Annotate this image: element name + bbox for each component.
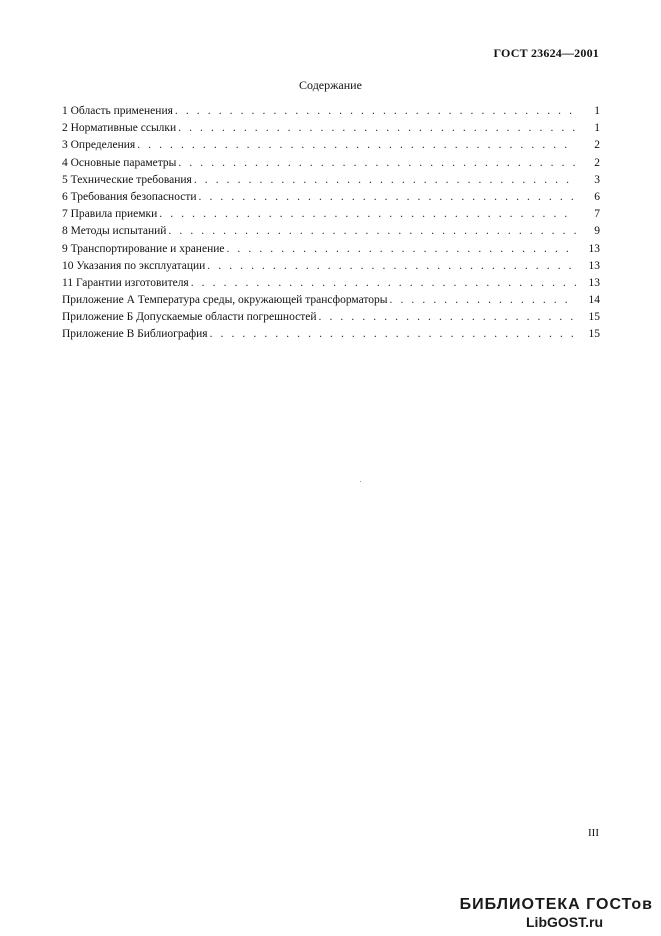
toc-item-label: 11 Гарантии изготовителя [62,276,189,289]
toc-item[interactable] [62,258,600,275]
watermark-site-link[interactable]: LibGOST.ru [526,914,603,930]
toc-item-page: 14 [588,294,600,307]
toc-item-page: 13 [588,259,600,272]
toc-title: Содержание [299,78,362,92]
toc-leader-dots [159,206,576,223]
toc-item[interactable] [62,103,600,120]
watermark[interactable] [460,896,653,930]
toc-leader-dots [175,103,576,120]
toc-item-page: 1 [594,105,600,117]
toc-item-page: 1 [594,122,600,135]
toc-item-label: Приложение Б Допускаемые области погрешностей [62,311,317,324]
toc-item-label: 5 Технические требования [62,173,192,186]
toc-item[interactable] [62,172,600,189]
toc-item-page: 15 [588,328,600,341]
toc-item-label: 8 Методы испытаний [62,225,167,238]
toc-item-label: Приложение А Температура среды, окружающей трансформаторы [62,294,388,307]
toc-item-label: 2 Нормативные ссылки [62,122,177,135]
toc-item-label: 6 Требования безопасности [62,190,197,203]
toc-leader-dots [390,292,576,309]
toc-item[interactable] [62,275,600,292]
toc-item[interactable] [62,223,600,240]
toc-leader-dots [210,326,576,343]
toc-item-label: 10 Указания по эксплуатации [62,259,206,272]
toc-item-page: 2 [594,156,600,169]
toc-leader-dots [178,120,576,137]
scan-speck [360,481,361,482]
toc-item-page: 3 [594,173,600,186]
toc-item[interactable] [62,137,600,154]
toc-item-label: Приложение В Библиография [62,328,208,341]
toc-item-page: 13 [588,276,600,289]
toc-leader-dots [194,172,576,189]
toc-leader-dots [191,275,576,292]
toc-item[interactable] [62,292,600,309]
toc-item-page: 15 [588,311,600,324]
toc-item-page: 13 [588,242,600,255]
toc-item[interactable] [62,206,600,223]
toc-item-page: 2 [594,139,600,152]
toc-item[interactable] [62,120,600,137]
toc-item-page: 7 [594,208,600,221]
toc-leader-dots [168,223,576,240]
toc-item-label: 7 Правила приемки [62,208,158,221]
page-number: III [588,827,599,839]
toc-leader-dots [178,155,576,172]
toc-item-page: 6 [594,190,600,203]
toc-item[interactable] [62,326,600,343]
watermark-title: БИБЛИОТЕКА ГОСТов [459,896,653,913]
table-of-contents [62,103,600,344]
toc-leader-dots [319,309,576,326]
document-code: ГОСТ 23624—2001 [493,46,599,60]
toc-item[interactable] [62,155,600,172]
toc-leader-dots [207,258,576,275]
toc-item-label: 1 Область применения [62,105,173,117]
toc-item-label: 9 Транспортирование и хранение [62,242,225,255]
toc-item[interactable] [62,189,600,206]
toc-leader-dots [199,189,576,206]
toc-item-page: 9 [594,225,600,238]
toc-item[interactable] [62,241,600,258]
toc-leader-dots [226,241,576,258]
toc-item-label: 3 Определения [62,139,136,152]
toc-item-label: 4 Основные параметры [62,156,177,169]
toc-item[interactable] [62,309,600,326]
toc-leader-dots [137,137,576,154]
